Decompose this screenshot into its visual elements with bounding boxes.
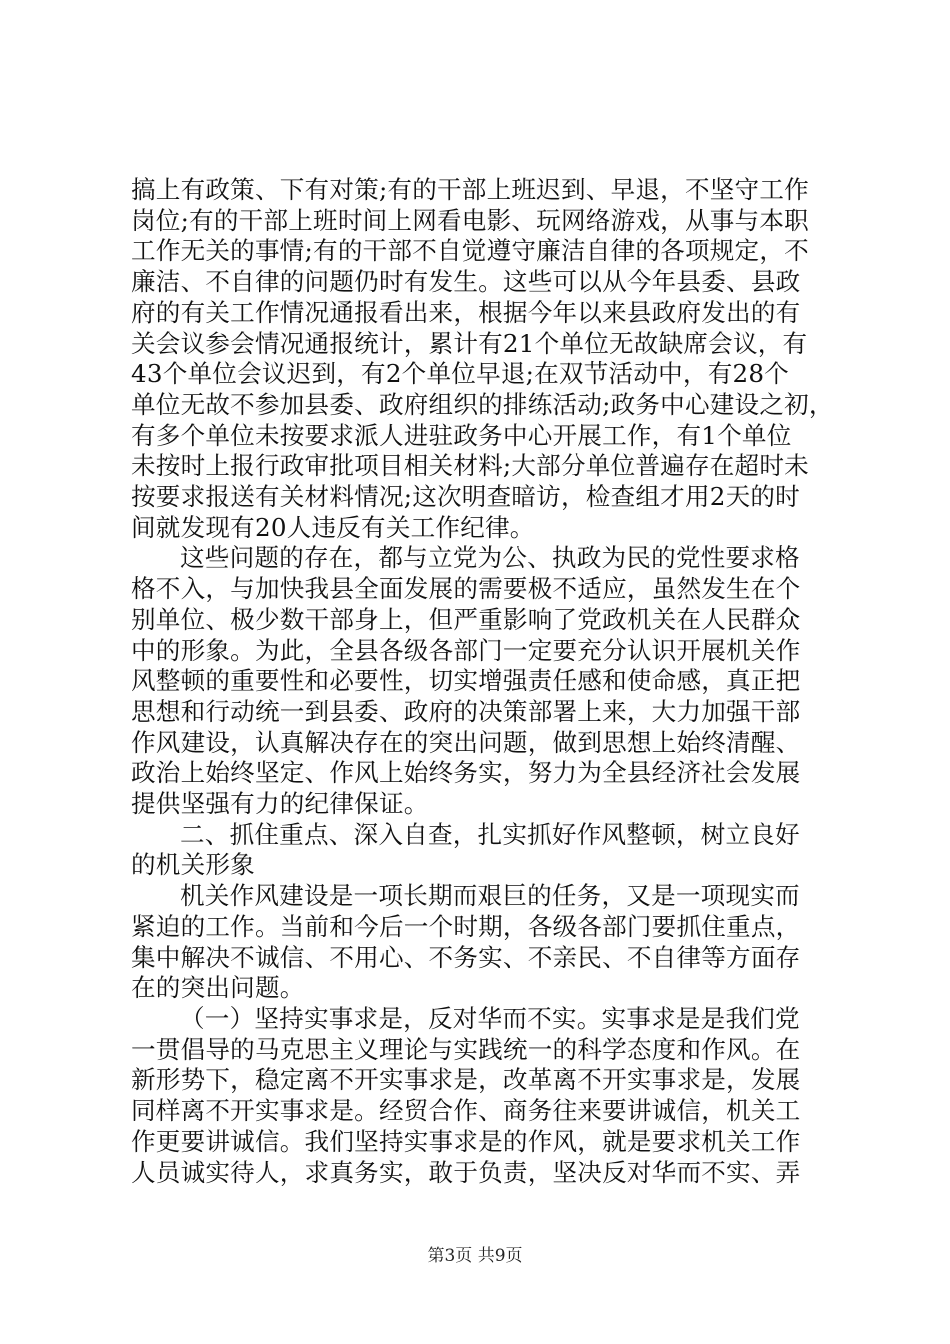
text-line: 这些问题的存在，都与立党为公、执政为民的党性要求格 bbox=[180, 543, 800, 573]
document-body bbox=[131, 175, 834, 1188]
text-line: 机关作风建设是一项长期而艰巨的任务，又是一项现实而 bbox=[180, 881, 800, 911]
text-line: 集中解决不诚信、不用心、不务实、不亲民、不自律等方面存 bbox=[131, 942, 801, 972]
text-line: 中的形象。为此，全县各级各部门一定要充分认识开展机关作 bbox=[131, 635, 801, 665]
paragraph bbox=[131, 175, 834, 543]
text-line: 岗位;有的干部上班时间上网看电影、玩网络游戏，从事与本职 bbox=[131, 205, 809, 235]
text-line: 关会议参会情况通报统计，累计有21个单位无故缺席会议，有 bbox=[131, 328, 808, 358]
text-line: 廉洁、不自律的问题仍时有发生。这些可以从今年县委、县政 bbox=[131, 267, 801, 297]
text-line: 搞上有政策、下有对策;有的干部上班迟到、早退，不坚守工作 bbox=[131, 175, 809, 204]
text-line: 风整顿的重要性和必要性，切实增强责任感和使命感，真正把 bbox=[131, 666, 801, 696]
text-line: 思想和行动统一到县委、政府的决策部署上来，大力加强干部 bbox=[131, 696, 801, 726]
text-line: 的机关形象 bbox=[131, 850, 255, 880]
text-line: 格不入，与加快我县全面发展的需要极不适应，虽然发生在个 bbox=[131, 574, 801, 604]
text-line: 人员诚实待人，求真务实，敢于负责，坚决反对华而不实、弄 bbox=[131, 1157, 801, 1187]
text-line: 单位无故不参加县委、政府组织的排练活动;政务中心建设之初， bbox=[131, 389, 834, 419]
paragraph bbox=[131, 1004, 831, 1188]
text-line: 府的有关工作情况通报看出来，根据今年以来县政府发出的有 bbox=[131, 297, 801, 327]
text-line: 按要求报送有关材料情况;这次明查暗访，检查组才用2天的时 bbox=[131, 482, 800, 512]
text-line: 43个单位会议迟到，有2个单位早退;在双节活动中，有28个 bbox=[131, 359, 789, 389]
text-line: （一）坚持实事求是，反对华而不实。实事求是是我们党 bbox=[180, 1003, 800, 1033]
text-line: 在的突出问题。 bbox=[131, 973, 305, 1003]
text-line: 政治上始终坚定、作风上始终务实，努力为全县经济社会发展 bbox=[131, 758, 801, 788]
text-line: 间就发现有20人违反有关工作纪律。 bbox=[131, 512, 535, 542]
text-line: 一贯倡导的马克思主义理论与实践统一的科学态度和作风。在 bbox=[131, 1034, 801, 1064]
text-line: 紧迫的工作。当前和今后一个时期，各级各部门要抓住重点， bbox=[131, 911, 801, 941]
text-line: 未按时上报行政审批项目相关材料;大部分单位普遍存在超时未 bbox=[131, 451, 809, 481]
text-line: 二、抓住重点、深入自查，扎实抓好作风整顿，树立良好 bbox=[180, 819, 800, 849]
text-line: 提供坚强有力的纪律保证。 bbox=[131, 789, 429, 819]
paragraph bbox=[131, 543, 831, 819]
text-line: 作更要讲诚信。我们坚持实事求是的作风，就是要求机关工作 bbox=[131, 1126, 801, 1156]
text-line: 有多个单位未按要求派人进驻政务中心开展工作，有1个单位 bbox=[131, 420, 792, 450]
paragraph bbox=[131, 820, 831, 881]
text-line: 新形势下，稳定离不开实事求是，改革离不开实事求是，发展 bbox=[131, 1065, 801, 1095]
text-line: 作风建设，认真解决存在的突出问题，做到思想上始终清醒、 bbox=[131, 727, 801, 757]
text-line: 同样离不开实事求是。经贸合作、商务往来要讲诚信，机关工 bbox=[131, 1096, 801, 1126]
paragraph bbox=[131, 881, 831, 1004]
page-footer: 第3页 共9页 bbox=[427, 1246, 523, 1266]
text-line: 工作无关的事情;有的干部不自觉遵守廉洁自律的各项规定，不 bbox=[131, 236, 809, 266]
text-line: 别单位、极少数干部身上，但严重影响了党政机关在人民群众 bbox=[131, 604, 801, 634]
